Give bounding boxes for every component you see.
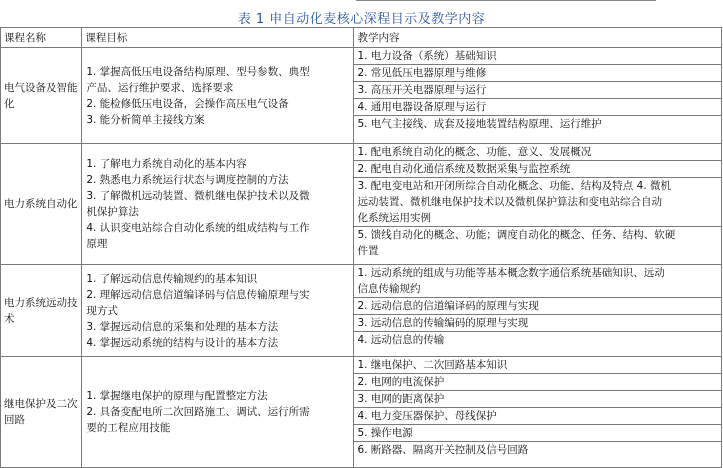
content-line: 1. 远动系统的组成与功能等基本概念数字通信系统基础知识、远动 xyxy=(357,267,665,279)
table-row xyxy=(1,48,722,144)
table-row xyxy=(1,265,722,357)
content-line: 2. 电网的电流保护 xyxy=(354,374,721,391)
objective-line: 产品、运行维护要求、选择要求 xyxy=(86,81,234,94)
header-course-objectives: 课程目标 xyxy=(82,28,354,48)
teaching-content xyxy=(354,357,722,468)
table-row xyxy=(1,357,722,468)
content-line: 化系统运用实例 xyxy=(357,212,431,224)
objective-line: 机保护算法 xyxy=(86,206,139,218)
content-line: 3. 高压开关电器原理与运行 xyxy=(354,82,721,99)
course-objectives xyxy=(82,144,354,265)
objective-line: 1. 了解远动信息传输规约的基本知识 xyxy=(86,272,258,285)
teaching-content xyxy=(354,265,722,357)
header-course-name: 课程名称 xyxy=(1,28,82,48)
content-block xyxy=(354,227,721,259)
content-line: 1. 电力设备（系统）基础知识 xyxy=(354,48,721,65)
objective-line: 1. 了解电力系统自动化的基本内容 xyxy=(86,158,247,170)
content-line: 5. 操作电源 xyxy=(354,425,721,442)
objective-line: 现方式 xyxy=(86,304,118,317)
objective-line: 3. 掌握远动信息的采集和处理的基本方法 xyxy=(86,320,279,333)
content-line: 信息传输规约 xyxy=(357,283,421,295)
header-teaching-content: 教学内容 xyxy=(354,28,722,48)
objective-line: 要的工程应用技能 xyxy=(86,422,171,434)
objective-line: 3. 了解微机远动装置、微机继电保护技术以及微 xyxy=(86,190,310,202)
objective-line: 3. 能分析简单主接线方案 xyxy=(86,113,205,126)
teaching-content xyxy=(354,48,722,144)
course-objectives xyxy=(82,357,354,468)
content-line: 1. 配电系统自动化的概念、功能、意义、发展概况 xyxy=(354,144,721,161)
content-line: 3. 配电变电站和开闭所综合自动化概念、功能、结构及特点 4. 微机 xyxy=(357,180,672,192)
course-objectives xyxy=(82,265,354,357)
teaching-content xyxy=(354,144,722,265)
objective-line: 2. 理解远动信息信道编译码与信息传输原理与实 xyxy=(86,288,310,301)
course-objectives xyxy=(82,48,354,144)
content-block xyxy=(354,178,721,227)
course-name: 继电保护及二次回路 xyxy=(1,357,82,468)
content-line: 4. 电力变压器保护、母线保护 xyxy=(354,408,721,425)
objective-line: 2. 具备变配电所二次回路施工、调试、运行所需 xyxy=(86,406,310,418)
objective-line: 原理 xyxy=(86,238,108,250)
content-line: 3. 电网的距离保护 xyxy=(354,391,721,408)
content-line: 6. 断路器、隔离开关控制及信号回路 xyxy=(357,444,529,456)
objective-line: 2. 能检修低压电设备，会操作高压电气设备 xyxy=(86,97,289,110)
table-title: 表 1 申自动化麦核心深程目示及教学内容 xyxy=(237,12,486,27)
header-row xyxy=(1,28,722,48)
content-line: 件置 xyxy=(357,245,379,257)
content-line: 4. 远动信息的传输 xyxy=(357,334,445,346)
content-line: 2. 常见低压电器原理与维修 xyxy=(354,65,721,82)
content-line: 2. 配电自动化通信系统及数据采集与监控系统 xyxy=(354,161,721,178)
content-line: 远动装置、微机继电保护技术以及微机保护算法和变电站综合自动 xyxy=(357,196,662,208)
objective-line: 4. 认识变电站综合自动化系统的组成结构与工作 xyxy=(86,222,310,234)
content-line: 1. 继电保护、二次回路基本知识 xyxy=(354,357,721,374)
content-line: 4. 通用电器设备原理与运行 xyxy=(354,99,721,116)
content-line: 5. 馈线自动化的概念、功能；调度自动化的概念、任务、结构、软硬 xyxy=(357,229,676,241)
objective-line: 1. 掌握高低压电设备结构原理、型号参数、典型 xyxy=(86,65,310,78)
table-row xyxy=(1,144,722,265)
course-name: 电气设备及智能化 xyxy=(1,48,82,144)
top-rule xyxy=(356,0,656,1)
objective-line: 4. 掌握远动系统的结构与设计的基本方法 xyxy=(86,336,279,349)
content-block xyxy=(354,265,721,298)
course-table xyxy=(0,27,722,468)
objective-line: 1. 掌握继电保护的原理与配置整定方法 xyxy=(86,390,268,402)
course-name: 电力系统远动技术 xyxy=(1,265,82,357)
content-line: 5. 电气主接线、成套及接地装置结构原理、运行维护 xyxy=(357,118,602,130)
objective-line: 2. 熟悉电力系统运行状态与调度控制的方法 xyxy=(86,174,289,186)
content-line: 3. 远动信息的传输编码的原理与实现 xyxy=(354,315,721,332)
content-line: 2. 远动信息的信道编译码的原理与实现 xyxy=(354,298,721,315)
course-name: 电力系统自动化 xyxy=(1,144,82,265)
